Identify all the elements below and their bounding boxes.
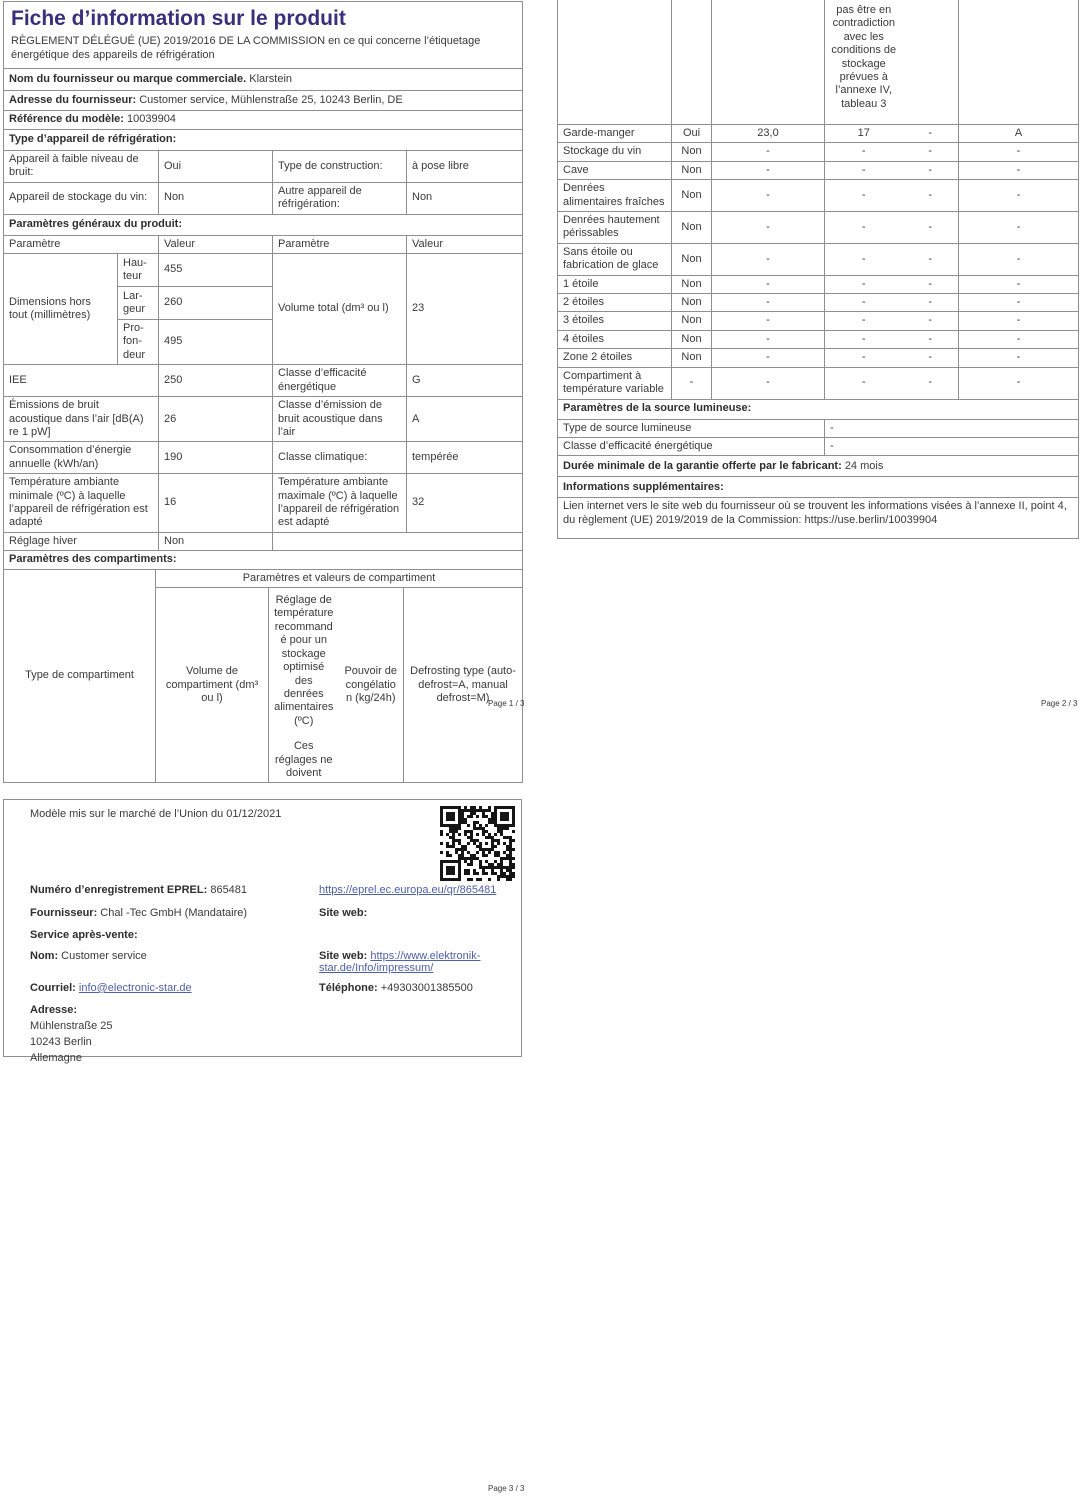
empty-cell bbox=[959, 0, 1079, 125]
empty-cell bbox=[558, 0, 672, 125]
param-value: 16 bbox=[159, 474, 273, 533]
compartment-present: Non bbox=[672, 212, 712, 244]
phone-row bbox=[319, 982, 473, 994]
compartment-temp-header-continuation: pas être en contradiction avec les conditions de stockage prévues à l’annexe IV, tableau 3 bbox=[825, 0, 903, 125]
column-header: Paramètre bbox=[4, 235, 159, 253]
param-value: 250 bbox=[159, 365, 273, 397]
param-value: à pose libre bbox=[407, 150, 523, 182]
compartment-temp: - bbox=[825, 212, 903, 244]
supplier-address-value: Customer service, Mühlenstraße 25, 10243 Berlin, DE bbox=[139, 93, 403, 106]
param-label: IEE bbox=[4, 365, 159, 397]
compartment-defrost: - bbox=[959, 180, 1079, 212]
compartment-row bbox=[558, 294, 1079, 312]
warranty-label: Durée minimale de la garantie offerte par le fabricant: bbox=[563, 459, 842, 472]
compartment-defrost: - bbox=[959, 312, 1079, 330]
service-name-value: Customer service bbox=[61, 950, 147, 962]
supplier-name-value: Klarstein bbox=[249, 72, 293, 85]
supplier-value: Chal -Tec GmbH (Mandataire) bbox=[100, 907, 248, 919]
compartment-volume: - bbox=[712, 275, 825, 293]
column-header: Paramètre bbox=[273, 235, 407, 253]
compartment-row bbox=[558, 367, 1079, 399]
compartment-freeze: - bbox=[903, 294, 959, 312]
param-label: Appareil de stockage du vin: bbox=[4, 182, 159, 214]
compartment-label: Stockage du vin bbox=[558, 143, 672, 161]
compartment-freeze: - bbox=[903, 275, 959, 293]
compartment-volume: - bbox=[712, 180, 825, 212]
compartment-row bbox=[558, 330, 1079, 348]
dimension-name: Lar-geur bbox=[118, 286, 159, 319]
empty-cell bbox=[672, 0, 712, 125]
eprel-row bbox=[30, 884, 247, 896]
compartment-freeze: - bbox=[903, 312, 959, 330]
page-title: Fiche d’information sur le produit bbox=[11, 7, 346, 30]
supplier-address-label: Adresse du fournisseur: bbox=[9, 93, 137, 106]
compartment-defrost: - bbox=[959, 330, 1079, 348]
param-label: Réglage hiver bbox=[4, 532, 159, 550]
compartment-temp: - bbox=[825, 312, 903, 330]
compartment-freeze: - bbox=[903, 349, 959, 367]
model-ref-value: 10039904 bbox=[126, 113, 176, 126]
email-label: Courriel: bbox=[30, 982, 76, 994]
dimension-value: 495 bbox=[159, 319, 273, 364]
supplier-address-row bbox=[4, 90, 523, 110]
document-header-cell bbox=[4, 2, 523, 69]
compartment-volume-header: Volume de compartiment (dm³ ou l) bbox=[156, 588, 269, 783]
address-line: Allemagne bbox=[30, 1052, 82, 1064]
additional-info-text: Lien internet vers le site web du fournisseur où se trouvent les informations visées à l’annexe II, point 4, du règlement (UE) 2019/2019 de la Commission: bbox=[563, 500, 1067, 526]
compartment-label: Denrées hautement périssables bbox=[558, 212, 672, 244]
compartment-volume: - bbox=[712, 243, 825, 275]
compartment-freeze: - bbox=[903, 243, 959, 275]
dimensions-label: Dimensions hors tout (millimètres) bbox=[4, 253, 118, 364]
compartment-label: 3 étoiles bbox=[558, 312, 672, 330]
compartment-volume: - bbox=[712, 330, 825, 348]
compartment-temp: - bbox=[825, 330, 903, 348]
compartment-temp: - bbox=[825, 367, 903, 399]
dimension-name: Pro-fon-deur bbox=[118, 319, 159, 364]
compartment-row bbox=[558, 349, 1079, 367]
compartment-freeze: - bbox=[903, 161, 959, 179]
compartment-temp: - bbox=[825, 180, 903, 212]
param-value: 32 bbox=[407, 474, 523, 533]
empty-cell bbox=[903, 0, 959, 125]
address-line: 10243 Berlin bbox=[30, 1036, 92, 1048]
address-block bbox=[30, 1002, 113, 1066]
page1-footer: Page 1 / 3 bbox=[488, 699, 525, 708]
compartment-label: Denrées alimentaires fraîches bbox=[558, 180, 672, 212]
page3-footer: Page 3 / 3 bbox=[488, 1484, 525, 1493]
compartment-freeze: - bbox=[903, 143, 959, 161]
compartment-freeze-header: Pouvoir de congélation (kg/24h) bbox=[339, 588, 404, 783]
compartment-present: Non bbox=[672, 312, 712, 330]
compartment-label: Garde-manger bbox=[558, 125, 672, 143]
compartment-label: 1 étoile bbox=[558, 275, 672, 293]
general-section-header: Paramètres généraux du produit: bbox=[4, 214, 523, 235]
compartment-volume: 23,0 bbox=[712, 125, 825, 143]
compartment-volume: - bbox=[712, 212, 825, 244]
compartment-label: Sans étoile ou fabrication de glace bbox=[558, 243, 672, 275]
compartment-temp: - bbox=[825, 275, 903, 293]
light-source-param-value: - bbox=[825, 437, 1079, 455]
compartment-present: - bbox=[672, 367, 712, 399]
model-ref-label: Référence du modèle: bbox=[9, 113, 124, 126]
compartment-present: Non bbox=[672, 180, 712, 212]
compartment-params-header: Paramètres et valeurs de compartiment bbox=[156, 569, 523, 587]
address-label: Adresse: bbox=[30, 1004, 78, 1016]
compartment-temp: 17 bbox=[825, 125, 903, 143]
compartment-volume: - bbox=[712, 294, 825, 312]
compartment-present: Non bbox=[672, 243, 712, 275]
phone-value: +49303001385500 bbox=[380, 982, 473, 994]
compartment-freeze: - bbox=[903, 212, 959, 244]
param-value: A bbox=[407, 397, 523, 442]
param-label: Autre appareil de réfrigération: bbox=[273, 182, 407, 214]
compartment-label: 2 étoiles bbox=[558, 294, 672, 312]
compartments-section-header: Paramètres des compartiments: bbox=[4, 551, 523, 569]
compartment-row bbox=[558, 275, 1079, 293]
param-label: Appareil à faible niveau de bruit: bbox=[4, 150, 159, 182]
total-volume-label: Volume total (dm³ ou l) bbox=[273, 253, 407, 364]
param-value: 190 bbox=[159, 442, 273, 474]
supplier-label: Fournisseur: bbox=[30, 907, 98, 919]
service-name-row bbox=[30, 950, 147, 962]
website2-label: Site web: bbox=[319, 950, 368, 962]
empty-cell bbox=[712, 0, 825, 125]
website2-link[interactable]: https://www.elektronik-star.de/Info/impressum/ bbox=[319, 950, 481, 974]
email-link[interactable]: info@electronic-star.de bbox=[78, 982, 192, 994]
compartment-volume: - bbox=[712, 312, 825, 330]
address-line: Mühlenstraße 25 bbox=[30, 1020, 113, 1032]
warranty-row bbox=[558, 456, 1079, 477]
website-row bbox=[319, 907, 367, 919]
param-label: Consommation d’énergie annuelle (kWh/an) bbox=[4, 442, 159, 474]
page1-main-table bbox=[3, 1, 523, 570]
supplier-name-row bbox=[4, 68, 523, 90]
eprel-qr-link[interactable]: https://eprel.ec.europa.eu/qr/865481 bbox=[319, 884, 497, 896]
compartment-volume: - bbox=[712, 143, 825, 161]
compartment-defrost: - bbox=[959, 212, 1079, 244]
compartment-row bbox=[558, 143, 1079, 161]
param-label: Température ambiante maximale (ºC) à laquelle l’appareil de réfrigération est adapté bbox=[273, 474, 407, 533]
service-name-label: Nom: bbox=[30, 950, 59, 962]
param-label: Classe climatique: bbox=[273, 442, 407, 474]
param-label: Émissions de bruit acoustique dans l’air [dB(A) re 1 pW] bbox=[4, 397, 159, 442]
compartment-temp: - bbox=[825, 161, 903, 179]
compartment-present: Oui bbox=[672, 125, 712, 143]
compartment-temp-header-text: Réglage de température recommandé pour un stockage optimisé des denrées alimentaires (ºC) bbox=[274, 594, 334, 727]
param-label: Type de construction: bbox=[273, 150, 407, 182]
param-value: Non bbox=[407, 182, 523, 214]
compartment-row bbox=[558, 180, 1079, 212]
param-value: 26 bbox=[159, 397, 273, 442]
after-sales-row bbox=[30, 929, 138, 941]
compartment-type-label: Type de compartiment bbox=[4, 569, 156, 783]
compartment-volume: - bbox=[712, 367, 825, 399]
compartment-label: Zone 2 étoiles bbox=[558, 349, 672, 367]
eprel-qr-link-wrap bbox=[319, 884, 496, 896]
compartment-defrost: - bbox=[959, 243, 1079, 275]
compartment-present: Non bbox=[672, 275, 712, 293]
param-value: Non bbox=[159, 182, 273, 214]
compartment-defrost: - bbox=[959, 161, 1079, 179]
page1-compartment-header-table bbox=[3, 569, 523, 784]
page1-sheet bbox=[3, 1, 525, 783]
eprel-label: Numéro d’enregistrement EPREL: bbox=[30, 884, 208, 896]
eprel-value: 865481 bbox=[210, 884, 248, 896]
param-label: Classe d’efficacité énergétique bbox=[273, 365, 407, 397]
column-header: Valeur bbox=[407, 235, 523, 253]
compartment-freeze: - bbox=[903, 180, 959, 212]
compartment-volume: - bbox=[712, 161, 825, 179]
phone-label: Téléphone: bbox=[319, 982, 378, 994]
compartment-freeze: - bbox=[903, 330, 959, 348]
warranty-value: 24 mois bbox=[844, 459, 884, 472]
compartment-defrost: - bbox=[959, 294, 1079, 312]
compartment-present: Non bbox=[672, 294, 712, 312]
compartment-defrost: - bbox=[959, 349, 1079, 367]
param-value: Oui bbox=[159, 150, 273, 182]
compartment-freeze: - bbox=[903, 125, 959, 143]
page2-compartment-table bbox=[557, 0, 1079, 539]
param-label: Température ambiante minimale (ºC) à laquelle l’appareil de réfrigération est adapté bbox=[4, 474, 159, 533]
param-label: Classe d’émission de bruit acoustique dans l’air bbox=[273, 397, 407, 442]
after-sales-label: Service après-vente: bbox=[30, 929, 138, 941]
compartment-defrost: - bbox=[959, 143, 1079, 161]
compartment-row bbox=[558, 161, 1079, 179]
compartment-row bbox=[558, 312, 1079, 330]
compartment-defrost: - bbox=[959, 367, 1079, 399]
model-ref-row bbox=[4, 110, 523, 129]
compartment-present: Non bbox=[672, 161, 712, 179]
compartment-temp: - bbox=[825, 294, 903, 312]
compartment-freeze: - bbox=[903, 367, 959, 399]
compartment-temp: - bbox=[825, 243, 903, 275]
type-section-header: Type d’appareil de réfrigération: bbox=[4, 129, 523, 150]
page2-sheet bbox=[557, 0, 1078, 539]
compartment-temp: - bbox=[825, 349, 903, 367]
compartment-present: Non bbox=[672, 143, 712, 161]
compartment-temp-header bbox=[269, 588, 339, 783]
compartment-defrost-header: Defrosting type (auto-defrost=A, manual defrost=M) bbox=[404, 588, 523, 783]
compartment-row bbox=[558, 125, 1079, 143]
compartment-volume: - bbox=[712, 349, 825, 367]
compartment-label: 4 étoiles bbox=[558, 330, 672, 348]
compartment-temp: - bbox=[825, 143, 903, 161]
param-value: G bbox=[407, 365, 523, 397]
light-source-param-value: - bbox=[825, 419, 1079, 437]
additional-info-link: https://use.berlin/10039904 bbox=[804, 513, 938, 526]
page3-sheet bbox=[3, 799, 522, 1064]
light-source-param-label: Type de source lumineuse bbox=[558, 419, 825, 437]
column-header: Valeur bbox=[159, 235, 273, 253]
email-row bbox=[30, 982, 192, 994]
light-source-param-label: Classe d’efficacité énergétique bbox=[558, 437, 825, 455]
supplier-row bbox=[30, 907, 247, 919]
compartment-temp-header-note: Ces réglages ne doivent bbox=[275, 740, 333, 779]
dimension-value: 455 bbox=[159, 253, 273, 286]
compartment-defrost: - bbox=[959, 275, 1079, 293]
empty-cell bbox=[273, 532, 523, 550]
regulation-subtitle: RÈGLEMENT DÉLÉGUÉ (UE) 2019/2016 DE LA COMMISSION en ce qui concerne l’étiquetage énergétique des appareils de réfrigération bbox=[11, 35, 481, 61]
additional-info-section-header: Informations supplémentaires: bbox=[558, 477, 1079, 498]
additional-info-row bbox=[558, 498, 1079, 539]
compartment-present: Non bbox=[672, 330, 712, 348]
compartment-label: Compartiment à température variable bbox=[558, 367, 672, 399]
dimension-value: 260 bbox=[159, 286, 273, 319]
compartment-row bbox=[558, 212, 1079, 244]
supplier-name-label: Nom du fournisseur ou marque commerciale. bbox=[9, 72, 247, 85]
param-value: Non bbox=[159, 532, 273, 550]
total-volume-value: 23 bbox=[407, 253, 523, 364]
compartment-defrost: A bbox=[959, 125, 1079, 143]
compartment-present: Non bbox=[672, 349, 712, 367]
website2-row bbox=[319, 950, 519, 974]
dimension-name: Hau-teur bbox=[118, 253, 159, 286]
website-label: Site web: bbox=[319, 907, 368, 919]
qr-code bbox=[440, 806, 515, 881]
param-value: tempérée bbox=[407, 442, 523, 474]
page2-footer: Page 2 / 3 bbox=[1041, 699, 1078, 708]
compartment-row bbox=[558, 243, 1079, 275]
compartment-label: Cave bbox=[558, 161, 672, 179]
light-source-section-header: Paramètres de la source lumineuse: bbox=[558, 399, 1079, 419]
market-release-line: Modèle mis sur le marché de l’Union du 01/12/2021 bbox=[30, 808, 282, 820]
